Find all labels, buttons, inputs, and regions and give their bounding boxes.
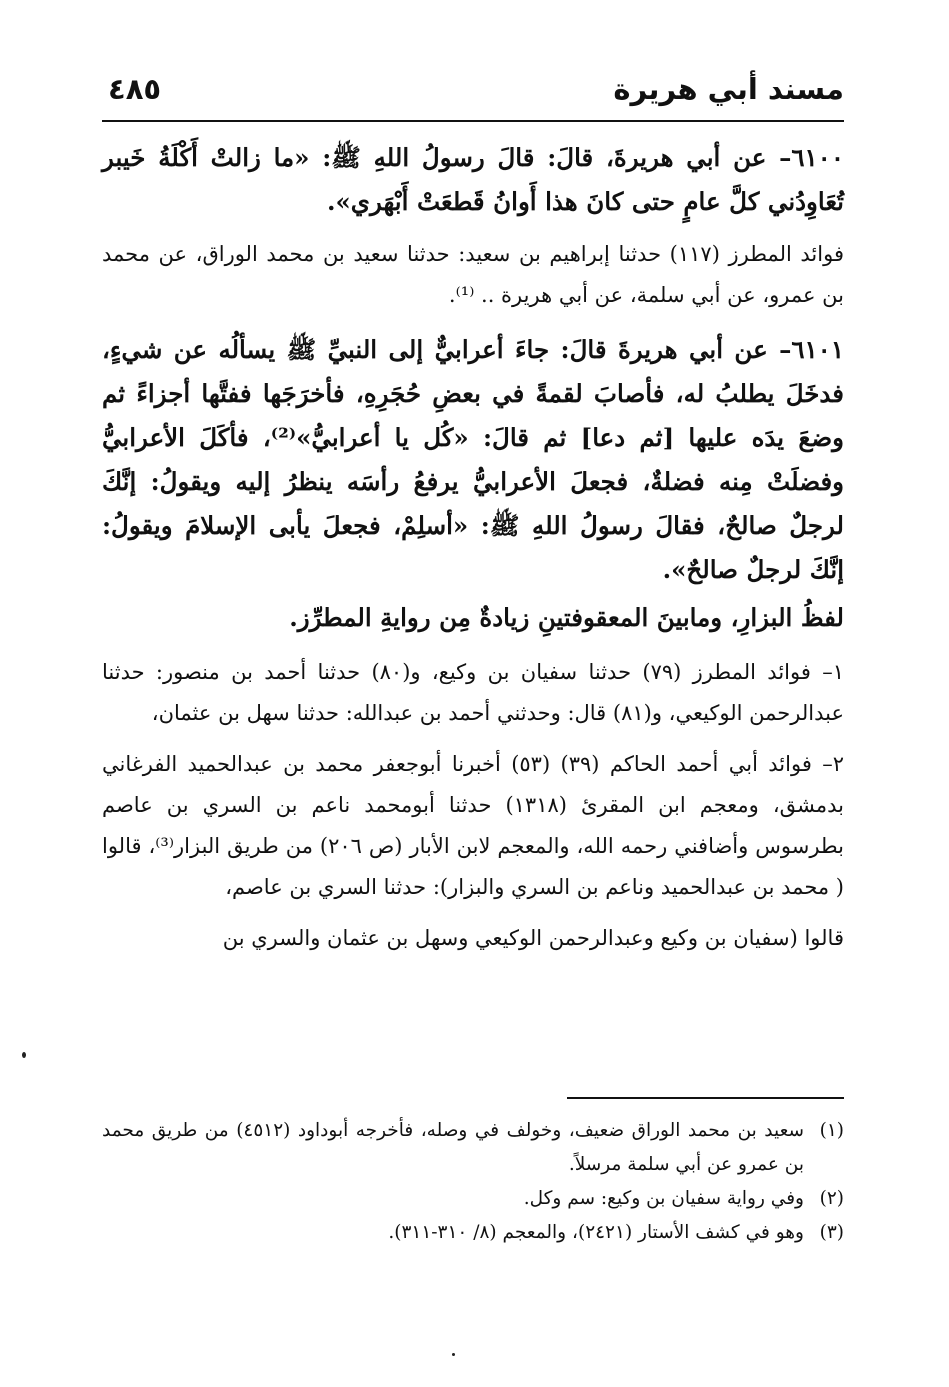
footnote-number: (٣) bbox=[819, 1222, 844, 1243]
running-title: مسند أبي هريرة bbox=[613, 72, 844, 106]
hadith-6101: ٦١٠١– عن أبي هريرةَ قالَ: جاءَ أعرابيٌّ إلى النبيِّ ﷺ يسألُه عن شيءٍ، فدخَلَ يطلبُ له، فأصابَ لقمةً في بعضِ حُجَرِهِ، فأخرَجَها ففتَّها أجزاءً ثم وضعَ يدَه عليها [ثم دعا] ثم قالَ: «كُل يا أعرابيُّ»⁽²⁾، فأكَلَ الأعرابيُّ وفضلَتْ مِنه فضلةٌ، فجعلَ الأعرابيُّ يرفعُ رأسَه ينظرُ إليه ويقولُ: إنَّكَ لرجلٌ صالحٌ، فقالَ رسولُ اللهِ ﷺ: «أسلِمْ، فجعلَ يأبى الإسلامَ ويقولُ: إنَّكَ لرجلٌ صالحٌ». bbox=[102, 335, 845, 584]
footnote-1 bbox=[102, 1114, 844, 1182]
source-continuation: قالوا (سفيان بن وكيع وعبدالرحمن الوكيعي وسهل بن عثمان والسري بن bbox=[222, 926, 844, 950]
footnote-2 bbox=[102, 1182, 844, 1216]
page-number: ٤٨٥ bbox=[108, 72, 162, 106]
footnote-text: سعيد بن محمد الوراق ضعيف، وخولف في وصله، فأخرجه أبوداود (٤٥١٢) من طريق محمد بن عمرو عن أبي سلمة مرسلاً. bbox=[102, 1120, 804, 1175]
footnote-number: (٢) bbox=[819, 1188, 844, 1209]
scan-speck bbox=[22, 1052, 26, 1058]
source-item-1: ١– فوائد المطرز (٧٩) حدثنا سفيان بن وكيع، و(٨٠) حدثنا أحمد بن منصور: حدثنا عبدالرحمن الوكيعي، و(٨١) قال: وحدثني أحمد بن عبدالله: حدثنا سهل بن عثمان، bbox=[102, 660, 844, 725]
page-header bbox=[102, 70, 844, 122]
footnote-number: (١) bbox=[819, 1120, 844, 1141]
footnote-3 bbox=[102, 1216, 844, 1250]
footnotes bbox=[102, 1114, 844, 1250]
footnote-text: وفي رواية سفيان بن وكيع: سم وكل. bbox=[523, 1188, 804, 1209]
footnote-separator bbox=[567, 1097, 844, 1099]
scan-speck bbox=[452, 1353, 455, 1356]
hadith-6100-source: فوائد المطرز (١١٧) حدثنا إبراهيم بن سعيد: حدثنا سعيد بن محمد الوراق، عن محمد بن عمرو، عن أبي سلمة، عن أبي هريرة .. ⁽¹⁾. bbox=[102, 242, 844, 307]
footnote-text: وهو في كشف الأستار (٢٤٢١)، والمعجم (٨/ ٣١٠-٣١١). bbox=[388, 1222, 804, 1243]
hadith-6100: ٦١٠٠– عن أبي هريرةَ، قالَ: قالَ رسولُ اللهِ ﷺ: «ما زالتْ أَكْلَةُ خَيبر تُعَاوِدُني كلَّ عامٍ حتى كانَ هذا أَوانُ قَطعَتْ أَبْهَري». bbox=[102, 143, 844, 216]
main-text bbox=[102, 136, 844, 959]
wording-note: لفظُ البزارِ، ومابينَ المعقوفتينِ زيادةٌ مِن روايةِ المطرِّز. bbox=[289, 603, 844, 632]
source-item-2: ٢– فوائد أبي أحمد الحاكم (٣٩) (٥٣) أخبرنا أبوجعفر محمد بن عبدالحميد الفرغاني بدمشق، ومعجم ابن المقرئ (١٣١٨) حدثنا أبومحمد ناعم بن السري بن عاصم بطرسوس وأضافني رحمه الله، والمعجم لابن الأبار (ص ٢٠٦) من طريق البزار⁽³⁾، قالوا ( محمد بن عبدالحميد وناعم بن السري والبزار): حدثنا السري بن عاصم، bbox=[102, 752, 845, 899]
